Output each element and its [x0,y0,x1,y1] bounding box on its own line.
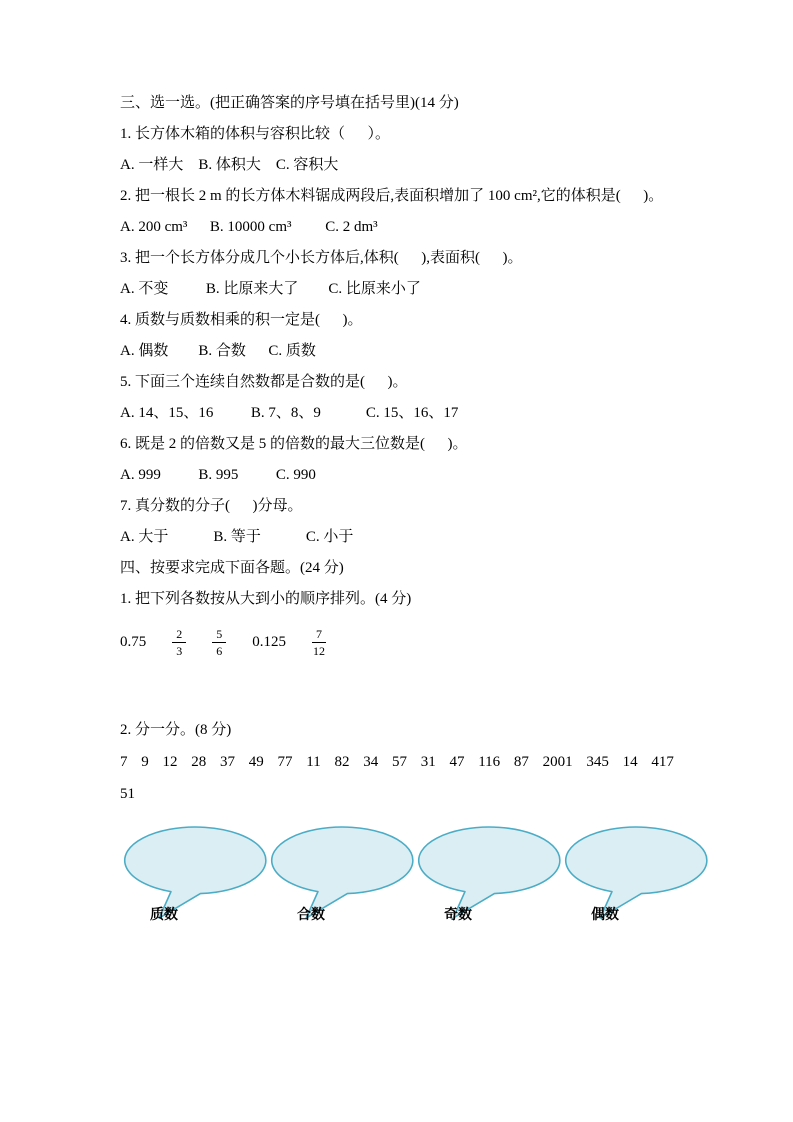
section4-heading: 四、按要求完成下面各题。(24 分) [120,560,344,576]
question-stem: 6. 既是 2 的倍数又是 5 的倍数的最大三位数是( )。 [120,436,468,452]
fraction-numerator: 2 [172,627,186,643]
answer-bubble-primes [120,824,267,924]
question-options: A. 一样大 B. 体积大 C. 容积大 [120,157,339,173]
question-options: A. 999 B. 995 C. 990 [120,467,316,483]
sort-number-list [120,619,708,665]
bubble-label: 奇数 [444,906,472,922]
question-options: A. 大于 B. 等于 C. 小于 [120,529,354,545]
question-stem: 4. 质数与质数相乘的积一定是( )。 [120,312,363,328]
question-stem: 2. 把一根长 2 m 的长方体木料锯成两段后,表面积增加了 100 cm²,它的体积是( )。 [120,188,664,204]
fraction-denominator: 3 [176,643,183,658]
fraction [212,627,226,658]
bubble-label: 质数 [150,906,178,922]
fraction-denominator: 12 [313,643,325,658]
fraction-denominator: 6 [216,643,223,658]
question-options: A. 不变 B. 比原来大了 C. 比原来小了 [120,281,421,297]
question-stem: 1. 长方体木箱的体积与容积比较（ ）。 [120,126,391,142]
question-stem: 3. 把一个长方体分成几个小长方体后,体积( ),表面积( )。 [120,250,523,266]
bubble-label: 合数 [297,906,325,922]
classify-numbers-line1: 7 9 12 28 37 49 77 11 82 34 57 31 47 116 87 2001 345 14 417 [120,754,674,770]
answer-bubble-odds [414,824,561,924]
fraction [172,627,186,658]
fraction [312,627,326,658]
question-stem: 5. 下面三个连续自然数都是合数的是( )。 [120,374,408,390]
classify-numbers-line2: 51 [120,786,135,802]
question-options: A. 200 cm³ B. 10000 cm³ C. 2 dm³ [120,219,378,235]
answer-bubble-evens [561,824,708,924]
fraction-numerator: 5 [212,627,226,643]
section3-heading: 三、选一选。(把正确答案的序号填在括号里)(14 分) [120,95,459,111]
decimal-number: 0.125 [252,633,286,650]
question-options: A. 偶数 B. 合数 C. 质数 [120,343,316,359]
bubble-label: 偶数 [591,906,619,922]
answer-bubble-composites [267,824,414,924]
question-stem: 7. 真分数的分子( )分母。 [120,498,303,514]
decimal-number: 0.75 [120,633,147,650]
question-stem: 2. 分一分。(8 分) [120,722,232,738]
answer-bubbles [120,824,708,924]
question-stem: 1. 把下列各数按从大到小的顺序排列。(4 分) [120,591,412,607]
fraction-numerator: 7 [312,627,326,643]
question-options: A. 14、15、16 B. 7、8、9 C. 15、16、17 [120,405,459,421]
